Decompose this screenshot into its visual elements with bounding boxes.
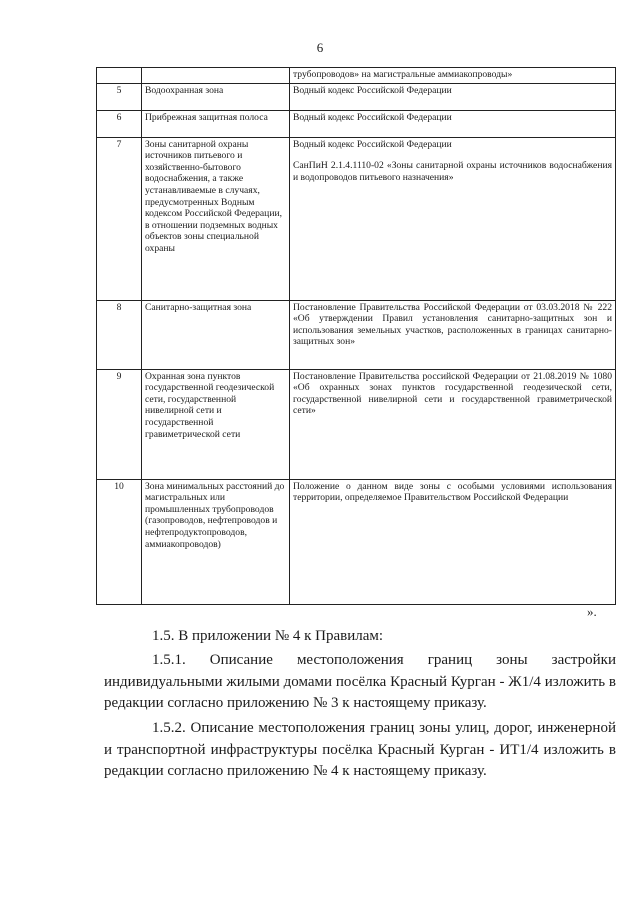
table-row <box>97 137 616 300</box>
legal-basis-text: трубопроводов» на магистральные аммиакопроводы» <box>293 69 513 80</box>
section-paragraph: 1.5.2. Описание местоположения границ зоны улиц, дорог, инженерной и транспортной инфраструктуры посёлка Красный Курган - ИТ1/4 изложить в редакции согласно приложению № 4 к настоящему приказу. <box>104 720 616 779</box>
page-number: 6 <box>316 40 324 55</box>
legal-basis <box>290 110 616 137</box>
row-number: 5 <box>97 83 142 110</box>
legal-basis <box>290 137 616 300</box>
legal-basis <box>290 68 616 84</box>
zone-name: Зоны санитарной охраны источников питьевого и хозяйственно-бытового водоснабжения, а также устанавливаемые в случаях, предусмотренных Водным кодексом Российской Федерации, в отношении подземных водных объектов зоны специальной охраны <box>142 137 290 300</box>
section-heading: 1.5. В приложении № 4 к Правилам: <box>152 628 384 644</box>
table-row <box>97 83 616 110</box>
legal-basis-text: Положение о данном виде зоны с особыми условиями использования территории, определяемое Правительством Российской Федерации <box>293 480 612 504</box>
table-row <box>97 369 616 479</box>
zone-name: Водоохранная зона <box>142 83 290 110</box>
table-row <box>97 68 616 84</box>
row-number: 9 <box>97 369 142 479</box>
legal-basis-text: Водный кодекс Российской Федерации <box>293 84 452 96</box>
zone-name <box>142 68 290 84</box>
zone-name: Зона минимальных расстояний до магистральных или промышленных трубопроводов (газопроводов, нефтепроводов и нефтепродуктопроводов, аммиакопроводов) <box>142 479 290 604</box>
legal-basis <box>290 83 616 110</box>
legal-basis <box>290 300 616 369</box>
row-number: 10 <box>97 479 142 604</box>
row-number: 6 <box>97 110 142 137</box>
zone-name: Охранная зона пунктов государственной геодезической сети, государственной нивелирной сети и государственной гравиметрической сети <box>142 369 290 479</box>
row-number: 7 <box>97 137 142 300</box>
legal-basis-text: Постановление Правительства российской Федерации от 21.08.2019 № 1080 «Об охранных зонах пунктов государственной геодезической сети, государственной нивелирной сети и государственной гравиметрической сети» <box>293 370 612 417</box>
row-number <box>97 68 142 84</box>
table-closing-quote: ». <box>587 604 597 619</box>
table-row <box>97 300 616 369</box>
row-number: 8 <box>97 300 142 369</box>
legal-basis-text: СанПиН 2.1.4.1110-02 «Зоны санитарной охраны источников водоснабжения и водопроводов питьевого назначения» <box>293 160 612 183</box>
zones-table <box>96 67 616 605</box>
legal-basis <box>290 369 616 479</box>
legal-basis <box>290 479 616 604</box>
table-row <box>97 110 616 137</box>
zone-name: Санитарно-защитная зона <box>142 300 290 369</box>
zone-name: Прибрежная защитная полоса <box>142 110 290 137</box>
legal-basis-text: Постановление Правительства Российской Федерации от 03.03.2018 № 222 «Об утверждении Правил установления санитарно-защитных зон и использования земельных участков, расположенных в границах санитарно-защитных зон» <box>293 301 612 348</box>
section-paragraph: 1.5.1. Описание местоположения границ зоны застройки индивидуальными жилыми домами посёлка Красный Курган - Ж1/4 изложить в редакции согласно приложению № 3 к настоящему приказу. <box>104 652 616 711</box>
legal-basis-text: Водный кодекс Российской Федерации <box>293 138 452 150</box>
table-row <box>97 479 616 604</box>
legal-basis-text: Водный кодекс Российской Федерации <box>293 111 452 123</box>
